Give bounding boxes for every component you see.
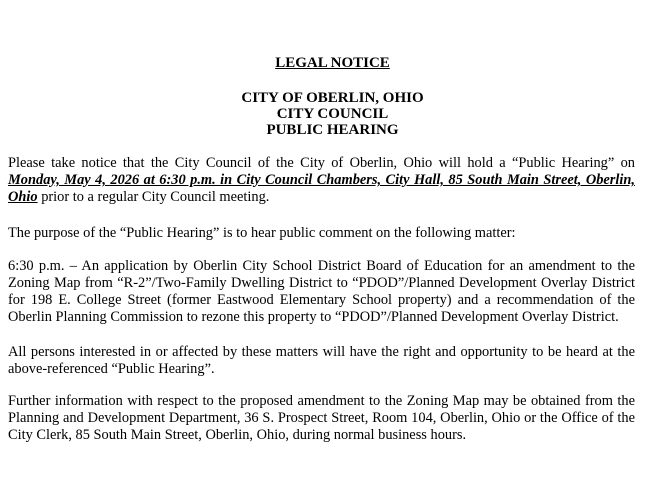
announcement-tail: prior to a regular City Council meeting.: [37, 189, 270, 205]
hearing-announcement-paragraph: [8, 155, 635, 206]
further-information-paragraph: Further information with respect to the proposed amendment to the Zoning Map may be obtained from the Planning and Development Department, 36 S. Prospect Street, Room 104, Oberlin, Ohio or the Office of the City Clerk, 85 South Main Street, Oberlin, Ohio, during normal business hours.: [8, 393, 635, 443]
council-name: CITY COUNCIL: [276, 106, 389, 122]
purpose-paragraph: The purpose of the “Public Hearing” is to hear public comment on the following matter:: [8, 225, 516, 241]
announcement-lead: Please take notice that the City Council of the City of Oberlin, Ohio will hold a “Public Hearing” on: [8, 155, 635, 171]
notice-heading: LEGAL NOTICE: [275, 55, 390, 71]
public-participation-paragraph: All persons interested in or affected by these matters will have the right and opportunity to be heard at the above-referenced “Public Hearing”.: [8, 344, 635, 377]
hearing-date-location: Monday, May 4, 2026 at 6:30 p.m. in City Council Chambers, City Hall, 85 South Main Street, Oberlin, Ohio: [8, 172, 635, 205]
city-name: CITY OF OBERLIN, OHIO: [241, 90, 424, 106]
matter-paragraph: 6:30 p.m. – An application by Oberlin City School District Board of Education for an amendment to the Zoning Map from “R-2”/Two-Family Dwelling District to “PDOD”/Planned Development Overlay District for 198 E. College Street (former Eastwood Elementary School property) and a recommendation of the Oberlin Planning Commission to rezone this property to “PDOD”/Planned Development Overlay District.: [8, 258, 635, 325]
hearing-title: PUBLIC HEARING: [266, 122, 399, 138]
